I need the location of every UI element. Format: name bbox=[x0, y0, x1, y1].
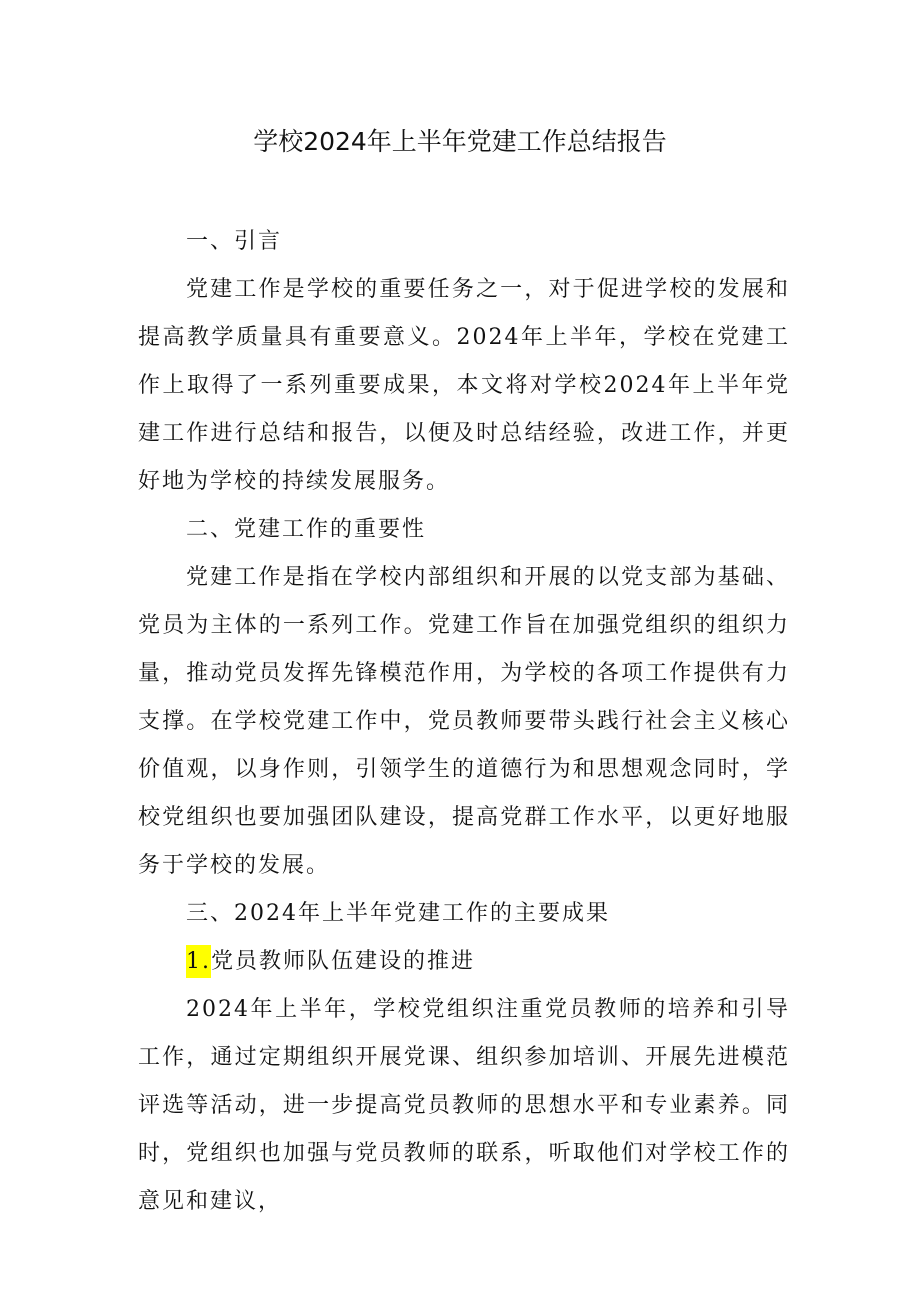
paragraph-intro: 党建工作是学校的重要任务之一，对于促进学校的发展和提高教学质量具有重要意义。2024年上半年，学校在党建工作上取得了一系列重要成果，本文将对学校2024年上半年党建工作进行总结和报告，以便及时总结经验，改进工作，并更好地为学校的持续发展服务。 bbox=[138, 277, 790, 494]
document-body bbox=[138, 218, 790, 1226]
subsection-heading-1-label: 党员教师队伍建设的推进 bbox=[211, 949, 476, 974]
paragraph-subsection-1: 2024年上半年，学校党组织注重党员教师的培养和引导工作，通过定期组织开展党课、组织参加培训、开展先进模范评选等活动，进一步提高党员教师的思想水平和专业素养。同时，党组织也加强与党员教师的联系，听取他们对学校工作的意见和建议， bbox=[138, 997, 790, 1214]
subsection-heading-1 bbox=[138, 938, 790, 986]
document-title: 学校2024年上半年党建工作总结报告 bbox=[253, 127, 667, 156]
section-heading-importance: 二、党建工作的重要性 bbox=[186, 517, 427, 542]
section-heading-intro: 一、引言 bbox=[186, 229, 283, 254]
section-heading-achievements: 三、2024年上半年党建工作的主要成果 bbox=[186, 901, 610, 926]
paragraph-importance: 党建工作是指在学校内部组织和开展的以党支部为基础、党员为主体的一系列工作。党建工作旨在加强党组织的组织力量，推动党员发挥先锋模范作用，为学校的各项工作提供有力支撑。在学校党建工作中，党员教师要带头践行社会主义核心价值观，以身作则，引领学生的道德行为和思想观念同时，学校党组织也要加强团队建设，提高党群工作水平，以更好地服务于学校的发展。 bbox=[138, 565, 790, 878]
highlighted-list-number: 1. bbox=[186, 945, 211, 978]
